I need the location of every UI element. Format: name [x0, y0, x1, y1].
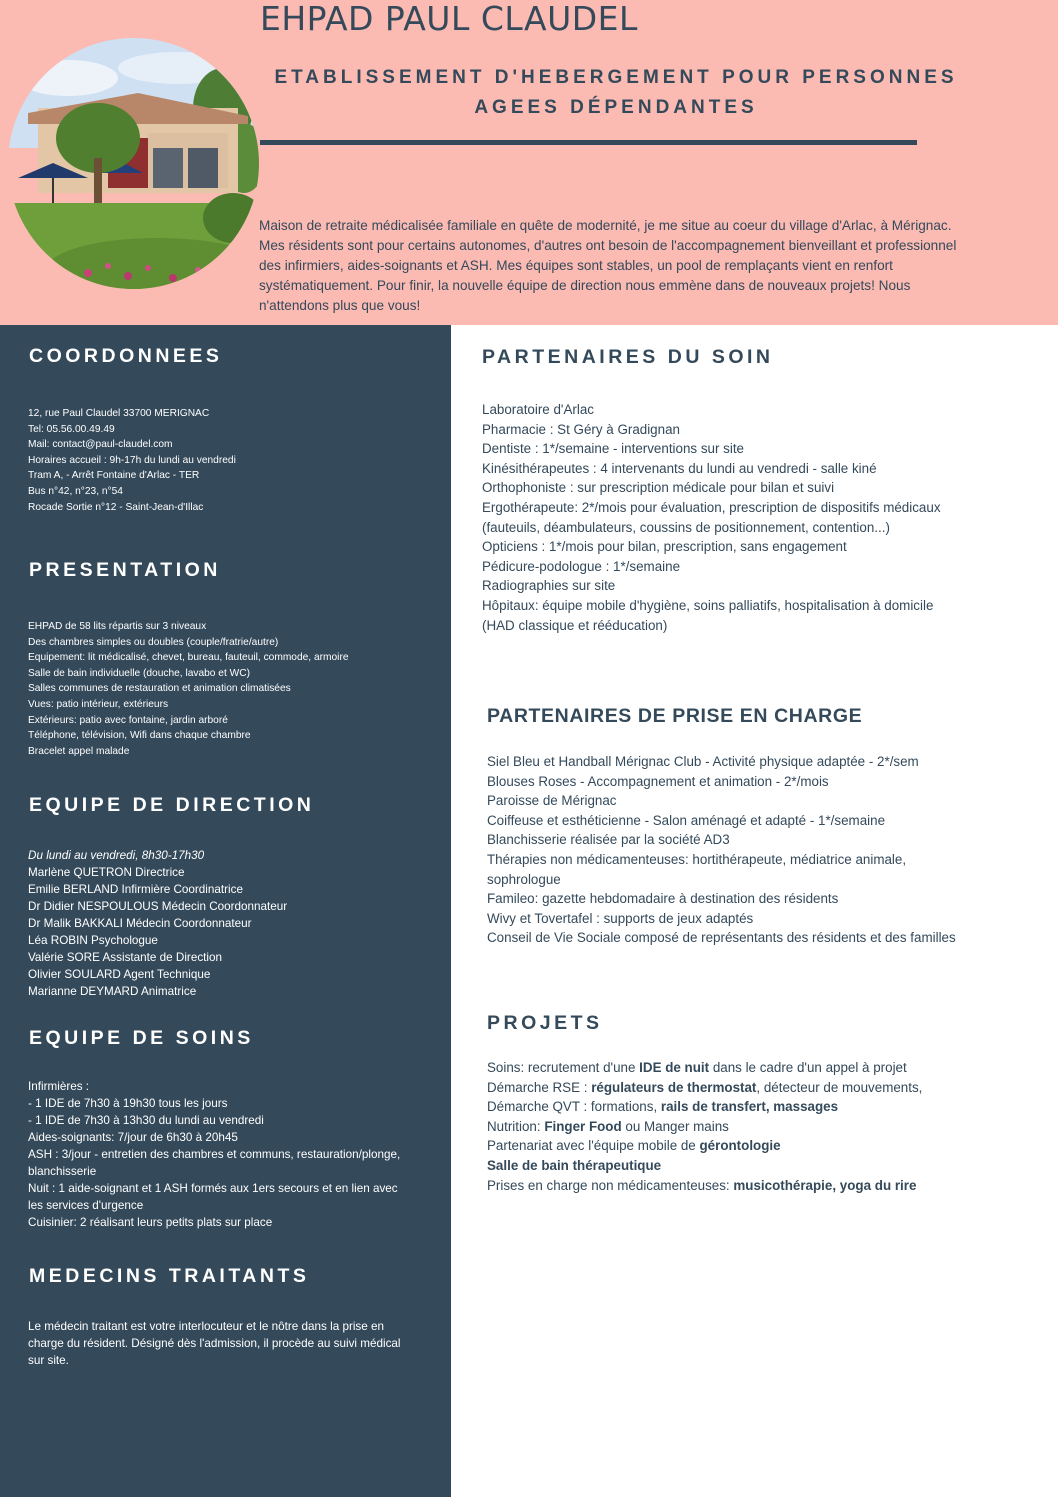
list-item: Blanchisserie réalisée par la société AD3	[487, 832, 730, 848]
list-item: Olivier SOULARD Agent Technique	[28, 968, 211, 981]
list-item: Salles communes de restauration et animation climatisées	[28, 683, 291, 695]
list-item: Dr Malik BAKKALI Médecin Coordonnateur	[28, 917, 252, 930]
list-item: EHPAD de 58 lits répartis sur 3 niveaux	[28, 621, 207, 632]
list-item: Prises en charge non médicamenteuses: musicothérapie, yoga du rire	[487, 1177, 917, 1193]
list-item: Blouses Roses - Accompagnement et animation - 2*/mois	[487, 773, 829, 789]
list-item: Des chambres simples ou doubles (couple/fratrie/autre)	[28, 636, 279, 648]
list-item: Démarche QVT : formations, rails de transfert, massages	[487, 1099, 839, 1115]
list-item: - 1 IDE de 7h30 à 13h30 du lundi au vendredi	[28, 1114, 264, 1127]
list-item: Bracelet appel malade	[28, 745, 130, 757]
list-item: Salle de bain individuelle (douche, lavabo et WC)	[28, 667, 250, 679]
list-item: Orthophoniste : sur prescription médicale pour bilan et suivi	[482, 480, 835, 496]
heading-coordonnees: COORDONNEES	[29, 345, 223, 367]
heading-partenaires-soin: PARTENAIRES DU SOIN	[482, 346, 774, 368]
list-item: Equipement: lit médicalisé, chevet, bureau, fauteuil, commode, armoire	[28, 652, 349, 664]
heading-projets: PROJETS	[487, 1012, 603, 1034]
header-divider	[260, 140, 917, 145]
intro-paragraph: Maison de retraite médicalisée familiale en quête de modernité, je me situe au coeur du village d'Arlac, à Mérignac. Mes résidents sont pour certains autonomes, d'autres ont besoin de l'accompagnement bienveillant et professionnel des infirmiers, aides-soignants et ASH. Mes équipes sont stables, un pool de remplaçants vient en renfort systématiquement. Pour finir, la nouvelle équipe de direction nous emmène dans de nouveaux projets! Nous n'attendons plus que vous!	[259, 218, 957, 313]
subtitle-line-2: AGEES DÉPENDANTES	[474, 97, 758, 118]
list-item: Valérie SORE Assistante de Direction	[28, 951, 223, 964]
list-item: Dr Didier NESPOULOUS Médecin Coordonnateur	[28, 900, 288, 913]
coordonnees-phone: Tel: 05.56.00.49.49	[28, 423, 115, 435]
list-item: Coiffeuse et esthéticienne - Salon aménagé et adapté - 1*/semaine	[487, 812, 886, 828]
list-item: Soins: recrutement d'une IDE de nuit dans le cadre d'un appel à projet	[487, 1060, 907, 1075]
direction-list	[28, 847, 287, 1000]
presentation-list	[28, 619, 349, 759]
list-item: Infirmières :	[28, 1080, 90, 1093]
building-photo-illustration	[8, 38, 259, 289]
medecins-text: Le médecin traitant est votre interlocuteur et le nôtre dans la prise en charge du résident. Désigné dès l'admission, il procède au suivi médical sur site.	[28, 1320, 401, 1367]
coordonnees-hours: Horaires accueil : 9h-17h du lundi au vendredi	[28, 454, 236, 466]
list-item: ASH : 3/jour - entretien des chambres et communs, restauration/plonge, blanchisserie	[28, 1148, 401, 1178]
page-title: EHPAD PAUL CLAUDEL	[260, 0, 638, 38]
list-item: Léa ROBIN Psychologue	[28, 934, 158, 947]
list-item: Démarche RSE : régulateurs de thermostat, détecteur de mouvements,	[487, 1079, 923, 1095]
list-item: Extérieurs: patio avec fontaine, jardin arboré	[28, 714, 228, 726]
projets-list	[487, 1058, 997, 1195]
list-item: Téléphone, télévision, Wifi dans chaque chambre	[28, 730, 251, 742]
list-item: Marianne DEYMARD Animatrice	[28, 985, 197, 998]
list-item: Thérapies non médicamenteuses: hortithérapeute, médiatrice animale, sophrologue	[487, 851, 907, 887]
list-item: Famileo: gazette hebdomadaire à destination des résidents	[487, 891, 839, 907]
partenaires-soin-list	[482, 400, 952, 635]
page-subtitle	[262, 63, 970, 123]
coordonnees-tram: Tram A, - Arrêt Fontaine d'Arlac - TER	[28, 470, 200, 482]
list-item: Ergothérapeute: 2*/mois pour évaluation, prescription de dispositifs médicaux (fauteuils, déambulateurs, coussins de positionnement, contention...)	[482, 499, 941, 535]
partenaires-charge-list	[487, 752, 987, 948]
list-item: Partenariat avec l'équipe mobile de gérontologie	[487, 1138, 781, 1154]
list-item: Hôpitaux: équipe mobile d'hygiène, soins palliatifs, hospitalisation à domicile (HAD classique et rééducation)	[482, 597, 934, 633]
list-item: Opticiens : 1*/mois pour bilan, prescription, sans engagement	[482, 539, 847, 555]
list-item: Siel Bleu et Handball Mérignac Club - Activité physique adaptée - 2*/sem	[487, 754, 919, 769]
list-item: - 1 IDE de 7h30 à 19h30 tous les jours	[28, 1097, 228, 1110]
list-item: Marlène QUETRON Directrice	[28, 866, 185, 879]
list-item: Vues: patio intérieur, extérieurs	[28, 698, 169, 710]
coordonnees-rocade: Rocade Sortie n°12 - Saint-Jean-d'Illac	[28, 501, 204, 513]
list-item: Emilie BERLAND Infirmière Coordinatrice	[28, 883, 243, 896]
coordonnees-bus: Bus n°42, n°23, n°54	[28, 485, 123, 497]
coordonnees-mail: Mail: contact@paul-claudel.com	[28, 439, 173, 451]
list-item: Pédicure-podologue : 1*/semaine	[482, 558, 681, 574]
list-item: Pharmacie : St Géry à Gradignan	[482, 421, 680, 437]
list-item: Wivy et Tovertafel : supports de jeux adaptés	[487, 910, 754, 926]
heading-medecins: MEDECINS TRAITANTS	[29, 1265, 310, 1287]
heading-partenaires-charge: PARTENAIRES DE PRISE EN CHARGE	[487, 705, 863, 727]
soins-list	[28, 1078, 408, 1231]
heading-presentation: PRESENTATION	[29, 559, 221, 581]
list-item: Kinésithérapeutes : 4 intervenants du lundi au vendredi - salle kiné	[482, 460, 877, 476]
direction-schedule: Du lundi au vendredi, 8h30-17h30	[28, 849, 205, 862]
header-banner	[0, 0, 1058, 325]
list-item: Cuisinier: 2 réalisant leurs petits plats sur place	[28, 1216, 273, 1229]
list-item: Laboratoire d'Arlac	[482, 402, 594, 417]
list-item: Radiographies sur site	[482, 578, 616, 594]
subtitle-line-1: ETABLISSEMENT D'HEBERGEMENT POUR PERSONNES	[274, 67, 958, 88]
list-item: Nuit : 1 aide-soignant et 1 ASH formés aux 1ers secours et en lien avec les services d'urgence	[28, 1182, 398, 1212]
list-item: Paroisse de Mérignac	[487, 793, 617, 809]
list-item: Salle de bain thérapeutique	[487, 1157, 662, 1173]
list-item: Dentiste : 1*/semaine - interventions sur site	[482, 441, 744, 457]
list-item: Conseil de Vie Sociale composé de représentants des résidents et des familles	[487, 930, 956, 946]
heading-soins: EQUIPE DE SOINS	[29, 1027, 254, 1049]
list-item: Nutrition: Finger Food ou Manger mains	[487, 1118, 729, 1134]
heading-direction: EQUIPE DE DIRECTION	[29, 794, 315, 816]
coordonnees-address: 12, rue Paul Claudel 33700 MERIGNAC	[28, 408, 210, 419]
building-photo	[8, 38, 259, 289]
list-item: Aides-soignants: 7/jour de 6h30 à 20h45	[28, 1131, 238, 1144]
coordonnees-list	[28, 406, 236, 515]
